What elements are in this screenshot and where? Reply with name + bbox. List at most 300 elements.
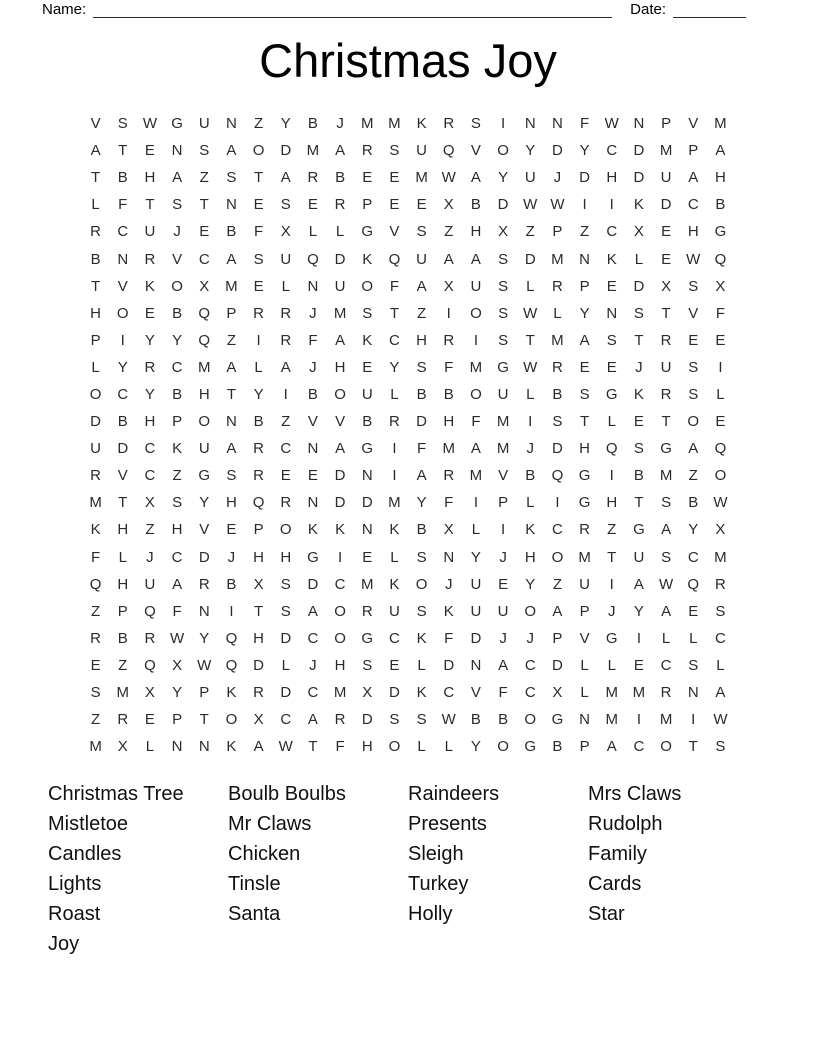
name-fill-line: [93, 3, 612, 18]
word-list-item: Rudolph: [588, 813, 663, 835]
grid-cell: R: [361, 142, 373, 160]
grid-cell: U: [660, 169, 672, 187]
grid-cell: S: [416, 223, 427, 241]
grid-cell: T: [199, 196, 209, 214]
grid-cell: H: [334, 656, 346, 674]
grid-cell: E: [253, 277, 264, 295]
grid-cell: X: [144, 494, 155, 512]
grid-cell: L: [145, 738, 155, 756]
grid-cell: K: [416, 629, 427, 647]
word-list-item: Christmas Tree: [48, 783, 184, 805]
word-list-item: Candles: [48, 843, 122, 865]
grid-cell: A: [470, 169, 481, 187]
grid-cell: G: [714, 223, 727, 241]
grid-cell: X: [443, 277, 454, 295]
grid-cell: H: [606, 494, 618, 512]
grid-cell: B: [552, 385, 563, 403]
grid-cell: X: [443, 521, 454, 539]
grid-cell: C: [524, 656, 536, 674]
grid-cell: C: [307, 629, 319, 647]
date-label: Date:: [630, 1, 666, 18]
grid-cell: V: [470, 142, 481, 160]
grid-cell: H: [334, 358, 346, 376]
grid-cell: R: [144, 250, 156, 268]
grid-cell: C: [687, 548, 699, 566]
word-list-item: Lights: [48, 873, 102, 895]
grid-cell: S: [633, 304, 644, 322]
grid-cell: X: [362, 684, 373, 702]
grid-cell: J: [607, 602, 616, 620]
grid-cell: C: [714, 629, 726, 647]
grid-cell: H: [144, 413, 156, 431]
grid-cell: J: [553, 169, 562, 187]
grid-cell: N: [117, 250, 129, 268]
grid-cell: N: [307, 440, 319, 458]
grid-cell: K: [416, 684, 427, 702]
grid-cell: L: [471, 521, 481, 539]
grid-cell: E: [688, 602, 699, 620]
grid-cell: K: [226, 684, 237, 702]
grid-cell: J: [635, 358, 643, 376]
grid-cell: D: [551, 656, 563, 674]
grid-cell: X: [144, 684, 155, 702]
grid-cell: A: [335, 331, 346, 349]
grid-cell: S: [715, 738, 726, 756]
grid-cell: H: [687, 223, 699, 241]
grid-cell: A: [90, 142, 101, 160]
grid-cell: I: [283, 385, 288, 403]
grid-cell: L: [580, 684, 589, 702]
grid-cell: S: [226, 467, 237, 485]
grid-cell: C: [660, 656, 672, 674]
word-list-item: Mr Claws: [228, 813, 312, 835]
grid-cell: T: [90, 169, 101, 187]
grid-cell: Q: [714, 440, 727, 458]
grid-cell: T: [226, 385, 236, 403]
grid-cell: R: [551, 358, 563, 376]
grid-cell: L: [526, 385, 535, 403]
grid-cell: N: [470, 656, 482, 674]
grid-cell: H: [579, 440, 590, 458]
grid-cell: I: [691, 711, 696, 729]
grid-cell: M: [551, 250, 564, 268]
grid-cell: H: [117, 521, 129, 539]
grid-cell: B: [633, 467, 644, 485]
grid-cell: S: [688, 277, 699, 295]
grid-cell: H: [606, 169, 618, 187]
grid-cell: B: [253, 413, 264, 431]
grid-cell: G: [361, 629, 374, 647]
grid-cell: L: [553, 304, 562, 322]
grid-cell: R: [144, 358, 156, 376]
grid-cell: L: [716, 385, 725, 403]
grid-cell: I: [256, 331, 261, 349]
grid-cell: R: [280, 494, 292, 512]
grid-cell: F: [498, 684, 508, 702]
grid-cell: Z: [118, 656, 128, 674]
grid-cell: V: [688, 304, 699, 322]
grid-cell: Y: [199, 494, 210, 512]
grid-cell: L: [526, 494, 535, 512]
grid-cell: K: [389, 521, 400, 539]
grid-cell: A: [416, 277, 427, 295]
grid-cell: W: [550, 196, 565, 214]
grid-cell: C: [606, 142, 618, 160]
grid-cell: P: [688, 142, 699, 160]
grid-cell: O: [524, 711, 537, 729]
grid-cell: Q: [307, 250, 319, 268]
grid-cell: A: [498, 656, 509, 674]
grid-cell: D: [307, 575, 319, 593]
grid-cell: C: [117, 385, 129, 403]
grid-cell: Y: [525, 575, 536, 593]
grid-cell: C: [687, 196, 699, 214]
grid-cell: Q: [388, 250, 401, 268]
grid-cell: Y: [117, 358, 128, 376]
grid-cell: T: [90, 277, 101, 295]
grid-cell: N: [361, 521, 373, 539]
grid-cell: U: [144, 223, 156, 241]
grid-cell: I: [609, 575, 614, 593]
grid-cell: R: [117, 711, 129, 729]
grid-cell: O: [252, 142, 265, 160]
grid-cell: I: [229, 602, 234, 620]
grid-cell: S: [579, 385, 590, 403]
grid-cell: C: [551, 521, 563, 539]
grid-cell: J: [309, 358, 317, 376]
grid-cell: K: [172, 440, 183, 458]
grid-cell: A: [443, 250, 454, 268]
grid-cell: S: [362, 656, 373, 674]
grid-cell: O: [334, 602, 346, 620]
grid-cell: L: [634, 250, 644, 268]
grid-cell: B: [307, 385, 318, 403]
grid-cell: B: [226, 223, 237, 241]
grid-cell: W: [523, 304, 538, 322]
grid-cell: D: [334, 467, 346, 485]
grid-cell: S: [416, 548, 427, 566]
grid-cell: M: [659, 467, 673, 485]
grid-cell: D: [633, 169, 645, 187]
grid-cell: I: [609, 467, 614, 485]
grid-cell: S: [498, 250, 509, 268]
grid-cell: B: [362, 413, 373, 431]
grid-cell: K: [633, 196, 644, 214]
grid-cell: G: [633, 521, 645, 539]
grid-cell: M: [388, 494, 401, 512]
grid-cell: G: [605, 629, 618, 647]
grid-cell: O: [225, 711, 238, 729]
grid-cell: H: [361, 738, 373, 756]
grid-cell: C: [171, 358, 183, 376]
grid-cell: M: [360, 575, 374, 593]
grid-cell: A: [226, 358, 237, 376]
grid-cell: H: [714, 169, 726, 187]
grid-cell: T: [607, 548, 617, 566]
grid-cell: N: [225, 413, 237, 431]
grid-cell: S: [498, 277, 509, 295]
grid-cell: B: [172, 385, 183, 403]
grid-cell: E: [144, 711, 155, 729]
grid-cell: Z: [172, 467, 182, 485]
grid-cell: U: [633, 548, 645, 566]
grid-cell: A: [633, 575, 644, 593]
grid-cell: K: [144, 277, 155, 295]
grid-cell: U: [470, 602, 482, 620]
grid-cell: F: [444, 629, 454, 647]
grid-cell: S: [688, 385, 699, 403]
grid-cell: M: [89, 738, 102, 756]
grid-cell: O: [497, 142, 509, 160]
grid-cell: H: [443, 413, 455, 431]
grid-cell: E: [498, 575, 509, 593]
word-list-item: Holly: [408, 903, 453, 925]
grid-cell: J: [173, 223, 181, 241]
grid-cell: K: [362, 331, 373, 349]
grid-cell: V: [117, 277, 128, 295]
grid-cell: Y: [253, 385, 264, 403]
grid-cell: H: [470, 223, 482, 241]
grid-cell: V: [117, 467, 128, 485]
grid-cell: R: [334, 196, 346, 214]
grid-cell: H: [171, 521, 183, 539]
grid-cell: S: [226, 169, 237, 187]
grid-cell: I: [582, 196, 587, 214]
grid-cell: L: [254, 358, 263, 376]
grid-cell: E: [606, 277, 617, 295]
grid-cell: N: [225, 196, 237, 214]
grid-cell: R: [443, 331, 455, 349]
grid-cell: X: [715, 277, 726, 295]
grid-cell: H: [117, 575, 129, 593]
grid-cell: X: [661, 277, 672, 295]
grid-cell: P: [172, 413, 183, 431]
grid-cell: V: [579, 629, 590, 647]
grid-cell: G: [497, 358, 509, 376]
grid-cell: N: [198, 602, 210, 620]
grid-cell: E: [633, 413, 644, 431]
grid-cell: M: [551, 331, 564, 349]
grid-cell: I: [528, 413, 533, 431]
grid-cell: N: [307, 494, 319, 512]
grid-cell: I: [392, 467, 397, 485]
grid-cell: U: [524, 169, 536, 187]
grid-cell: L: [526, 277, 535, 295]
grid-cell: P: [90, 331, 101, 349]
grid-cell: R: [253, 304, 264, 322]
grid-cell: A: [280, 358, 291, 376]
grid-cell: X: [633, 223, 644, 241]
grid-cell: E: [144, 304, 155, 322]
word-list-column: [48, 779, 228, 959]
grid-cell: L: [716, 656, 725, 674]
grid-cell: I: [392, 440, 397, 458]
grid-cell: Y: [416, 494, 427, 512]
grid-cell: B: [172, 304, 183, 322]
grid-cell: T: [688, 738, 698, 756]
grid-cell: W: [658, 575, 674, 593]
word-list-item: Sleigh: [408, 843, 464, 865]
grid-cell: G: [198, 467, 211, 485]
grid-cell: F: [90, 548, 101, 566]
grid-cell: R: [361, 602, 373, 620]
grid-cell: T: [389, 304, 399, 322]
grid-cell: B: [416, 385, 427, 403]
grid-cell: Q: [198, 331, 211, 349]
word-list-item: Presents: [408, 813, 487, 835]
grid-cell: Z: [226, 331, 236, 349]
grid-cell: O: [89, 385, 102, 403]
grid-cell: Y: [280, 115, 291, 133]
word-list-item: Roast: [48, 903, 101, 925]
grid-cell: E: [226, 521, 237, 539]
grid-cell: S: [661, 494, 672, 512]
grid-cell: R: [198, 575, 210, 593]
grid-cell: U: [497, 602, 509, 620]
grid-cell: U: [198, 440, 210, 458]
grid-cell: A: [335, 440, 346, 458]
grid-cell: D: [633, 277, 645, 295]
grid-cell: V: [389, 223, 400, 241]
grid-cell: L: [91, 196, 100, 214]
grid-cell: E: [715, 331, 726, 349]
grid-cell: J: [499, 629, 507, 647]
grid-cell: O: [470, 304, 482, 322]
grid-cell: T: [634, 331, 644, 349]
grid-cell: Z: [253, 115, 264, 133]
grid-cell: C: [606, 223, 618, 241]
word-list-column: [408, 779, 588, 959]
grid-cell: R: [307, 169, 319, 187]
grid-cell: S: [280, 196, 291, 214]
grid-cell: J: [444, 575, 453, 593]
grid-cell: A: [226, 440, 237, 458]
grid-cell: D: [280, 629, 292, 647]
grid-cell: A: [688, 440, 699, 458]
grid-cell: D: [579, 169, 590, 187]
grid-cell: Y: [470, 738, 481, 756]
grid-cell: X: [253, 575, 264, 593]
grid-cell: N: [687, 684, 699, 702]
grid-cell: S: [199, 142, 210, 160]
grid-cell: Z: [607, 521, 617, 539]
grid-cell: B: [552, 738, 563, 756]
grid-cell: L: [444, 738, 453, 756]
grid-cell: P: [661, 115, 672, 133]
grid-cell: P: [362, 196, 373, 214]
grid-cell: Y: [579, 304, 590, 322]
grid-cell: R: [660, 684, 672, 702]
word-list-item: Santa: [228, 903, 281, 925]
grid-cell: A: [416, 467, 427, 485]
grid-cell: V: [498, 467, 509, 485]
grid-cell: C: [334, 575, 346, 593]
grid-cell: S: [633, 440, 644, 458]
grid-cell: R: [579, 521, 590, 539]
grid-cell: R: [388, 413, 400, 431]
grid-cell: Q: [687, 575, 700, 593]
grid-cell: X: [552, 684, 563, 702]
grid-cell: K: [525, 521, 536, 539]
grid-cell: B: [335, 169, 346, 187]
grid-cell: I: [609, 196, 614, 214]
grid-cell: C: [171, 548, 183, 566]
grid-cell: O: [388, 738, 401, 756]
grid-cell: E: [661, 223, 672, 241]
grid-cell: J: [309, 656, 317, 674]
grid-cell: W: [604, 115, 619, 133]
grid-cell: G: [524, 738, 537, 756]
grid-cell: G: [307, 548, 319, 566]
grid-cell: S: [606, 331, 617, 349]
grid-cell: T: [661, 413, 671, 431]
grid-cell: K: [633, 385, 644, 403]
grid-cell: R: [90, 629, 101, 647]
grid-cell: Z: [416, 304, 427, 322]
grid-cell: D: [117, 440, 129, 458]
grid-cell: U: [334, 277, 346, 295]
grid-cell: K: [606, 250, 617, 268]
grid-cell: R: [714, 575, 726, 593]
grid-cell: W: [686, 250, 701, 268]
grid-cell: E: [199, 223, 210, 241]
grid-cell: I: [337, 548, 343, 566]
grid-cell: G: [361, 223, 374, 241]
grid-cell: L: [91, 358, 100, 376]
grid-cell: M: [469, 358, 483, 376]
grid-cell: M: [578, 548, 591, 566]
grid-cell: U: [470, 575, 482, 593]
grid-cell: S: [416, 711, 427, 729]
grid-cell: X: [498, 223, 509, 241]
grid-cell: M: [469, 467, 483, 485]
grid-cell: D: [334, 494, 346, 512]
grid-cell: L: [417, 738, 426, 756]
grid-cell: R: [280, 304, 292, 322]
grid-cell: I: [636, 711, 641, 729]
grid-cell: E: [90, 656, 101, 674]
grid-cell: O: [687, 413, 700, 431]
grid-cell: M: [333, 684, 347, 702]
grid-cell: S: [688, 656, 699, 674]
grid-cell: I: [500, 115, 506, 133]
grid-cell: M: [442, 440, 455, 458]
grid-cell: O: [551, 548, 564, 566]
grid-cell: Z: [525, 223, 535, 241]
grid-cell: K: [90, 521, 101, 539]
grid-cell: B: [470, 196, 481, 214]
grid-cell: D: [551, 142, 563, 160]
grid-cell: U: [280, 250, 292, 268]
grid-cell: M: [89, 494, 102, 512]
grid-cell: R: [144, 629, 156, 647]
grid-cell: M: [496, 440, 510, 458]
grid-cell: G: [660, 440, 672, 458]
grid-cell: D: [280, 684, 292, 702]
word-list-item: Family: [588, 843, 647, 865]
grid-cell: M: [659, 711, 673, 729]
grid-cell: N: [524, 115, 536, 133]
grid-cell: Y: [172, 684, 183, 702]
grid-cell: P: [579, 277, 590, 295]
grid-cell: Z: [444, 223, 454, 241]
puzzle-title: Christmas Joy: [259, 34, 557, 87]
grid-cell: L: [281, 656, 290, 674]
grid-cell: M: [605, 684, 618, 702]
word-list-item: Mistletoe: [48, 813, 129, 835]
grid-cell: S: [253, 250, 264, 268]
grid-cell: O: [198, 413, 211, 431]
